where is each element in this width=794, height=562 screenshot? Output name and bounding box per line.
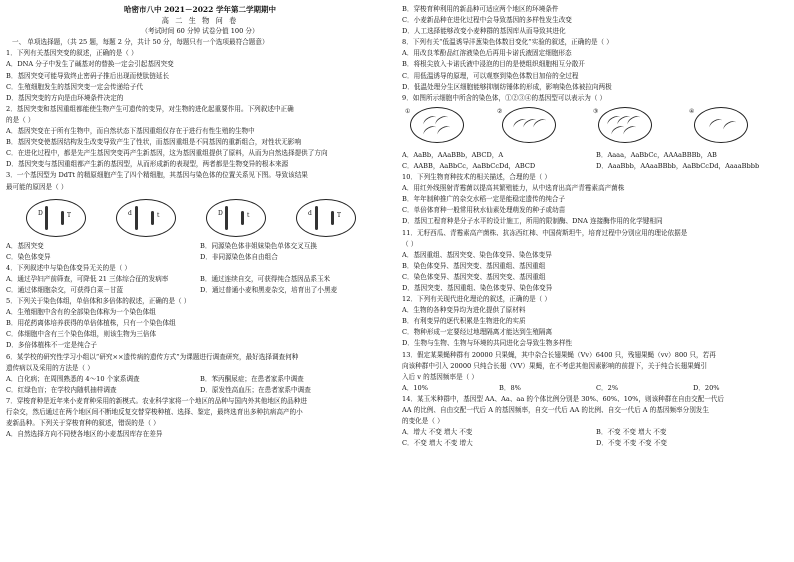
q13-stem-cont2: 入后 v 的基因频率是（ ） [402,372,478,381]
q12-option-c: C．物种形成一定要经过地理隔离才能达到生殖隔离 [402,328,553,337]
q11-option-a: A．基因重组、基因突变、染色体变异、染色体变异 [402,250,552,259]
q9-option-b: B．Aaaa，AaBbCc，AAAaBBBb，AB [596,150,717,159]
chromosome [708,117,724,131]
q8-option-a: A．用改良苯酚品红溶液染色后再用卡诺氏液固定细胞形态 [402,49,572,58]
chromosome [241,211,244,225]
q10-option-a: A．用红外线照射青霉菌以提高其繁殖能力，从中选育出高产青霉素高产菌株 [402,184,625,193]
q3-option-a: A．基因突变 [6,241,44,250]
chromosome [225,206,228,230]
q3-option-b: B．同源染色体非姐妹染色单体交叉互换 [200,241,317,250]
q12-option-a: A．生物的各种变异均为进化提供了原材料 [402,306,526,315]
q4-options-ab [6,274,394,285]
q3-stem: 3．一个基因型为 DdTt 的精原细胞产生了四个精细胞，其基因与染色体的位置关系见下图。导致该结果 [6,171,308,180]
q14-stem: 14．某玉米种群中，基因型 AA、Aa、aa 的个体比例分别是 30%、60%、10%，则该种群在自由交配一代后 [402,394,725,403]
q7-stem-cont: 行杂交，然后通过在两个地区间不断地反复交替穿梭种植、选择、鉴定，最终选育出多种抗病高产的小 [6,408,303,416]
q12-stem: 12．下列有关现代进化理论的叙述，正确的是（ ） [402,295,551,304]
q6-options-ab [6,374,394,385]
q1-option-b: B．基因突变可能导致终止密码子推后出现而使肽链延长 [6,71,170,80]
q1-option-d: D．基因突变的方向是由环境条件决定的 [6,93,124,102]
q3-stem-cont: 最可能的原因是（ ） [6,182,68,191]
q12-option-b: B．有利变异的逐代积累是生物进化的实质 [402,317,526,326]
chromosome [45,206,48,230]
q7-option-d: D．人工选择能够改变小麦种群的基因库从而导致其进化 [402,27,566,36]
sperm-cell-2 [116,199,176,237]
q11-option-d: D．基因突变、基因重组、染色体变异、染色体变异 [402,283,553,292]
chromosome [622,124,638,138]
q13-option-b: B．8% [499,383,521,392]
q5-option-c: C．体细胞中含有三个染色体组，则该生物为三倍体 [6,330,157,339]
q4-option-d: D．通过普通小麦和黑麦杂交，培育出了小黑麦 [200,285,338,294]
q6-option-c: C．红绿色盲；在学校内随机抽样调查 [6,385,117,394]
q9-cell-figure [402,105,790,149]
sperm-cell-1 [26,199,86,237]
q5-option-b: B．用花药离体培养获得的单倍体植株，只有一个染色体组 [6,319,176,328]
q7-option-a: A．自然选择方向不同使各地区的小麦基因库存在差异 [6,430,163,439]
exam-meta: （考试时间 60 分钟 试卷分值 100 分） [141,27,259,36]
q9-options-ab [402,150,790,161]
q14-options-cd [402,438,790,449]
q2-option-d: D．基因突变与基因重组都产生新的基因型，从而形成新的表现型，两者都是生物变异的根本来源 [6,160,289,169]
q2-option-b: B．基因突变使基因结构发生改变导致产生了性状，而基因重组是不同基因的重新组合，对性状无影响 [6,138,301,147]
q2-option-a: A．基因突变在于所有生物中，而自然状态下基因重组仅存在于进行有性生殖的生物中 [6,127,255,136]
cell-number: ① [405,107,411,115]
gene-label: d [128,209,132,217]
chromosome [722,119,738,133]
q10-stem: 10．下列生物育种技术的相关描述，合理的是（ ） [402,173,551,182]
q13-stem: 13．假定某果蝇种群有 20000 只果蝇，其中杂合长翅果蝇（Vv）6400 只，残翅果蝇（vv）800 只，若再 [402,350,716,359]
q7-option-c: C．小麦新品种在进化过程中会导致基因的多样性发生改变 [402,16,572,25]
gene-label: t [247,211,250,219]
q6-options-cd [6,385,394,396]
q13-option-d: D．20% [693,383,720,392]
q14-stem-cont: AA 的比例、自由交配一代后 A 的基因频率，自交一代后 AA 的比例、自交一代后 A 的基因频率分别发生 [402,406,709,414]
q4-stem: 4．下列叙述中与染色体变异无关的是（ ） [6,263,131,272]
q9-option-a: A．AaBb，AAaBBb，ABCD，A [402,150,504,159]
q9-options-cd [402,161,790,172]
cell-1 [405,107,464,143]
q6-stem: 6．某学校的研究性学习小组以“研究××遗传病的遗传方式”为课题进行调查研究，最好选择调查何种 [6,352,299,361]
q6-option-b: B．苯丙酮尿症；在患者家系中调查 [200,374,304,383]
q7-stem-cont2: 麦新品种。下列关于穿梭育种的叙述，错误的是（ ） [6,419,160,428]
q8-stem: 8．下列有关“低温诱导洋葱染色体数目变化”实验的叙述，正确的是（ ） [402,38,613,47]
q2-option-c: C．在进化过程中，都是先产生基因突变再产生新基因，这为基因重组提供了原料，从而为自然选择提供了方向 [6,149,328,158]
cell-number: ② [497,107,503,115]
q14-options-ab [402,427,790,438]
q3-options-ab [6,241,394,252]
section-heading: 一、 单项选择题，（共 25 题，每题 2 分，共计 50 分，每题只有一个选项最符合题意） [12,38,269,47]
q13-options [402,383,790,394]
q2-stem-cont: 的是（ ） [6,115,35,124]
cell-2 [497,107,556,143]
q13-stem-cont: 向该种群中引入 20000 只纯合长翅（VV）果蝇，在不考虑其他因素影响的前提下，关于纯合长翅果蝇引 [402,361,708,370]
q14-option-c: C．不变 增大 不变 增大 [402,439,473,448]
q4-option-c: C．通过体细胞杂交，可获得白菜－甘蓝 [6,285,124,294]
q8-option-d: D．低温处理分生区细胞能够抑制纺锤体的形成，影响染色体被拉向两极 [402,82,612,91]
q11-option-c: C．染色体变异、基因突变、基因突变、基因重组 [402,272,546,281]
chromosome [61,211,64,225]
q12-option-d: D．生物与生物、生物与环境的共同进化会导致生物多样性 [402,339,573,348]
q4-options-cd [6,285,394,296]
q10-option-d: D．基因工程育种是分子水平的设计施工，所用的限制酶、DNA 连接酶作用的化学键相同 [402,217,663,226]
gene-label: T [67,211,72,219]
q7-stem: 7．穿梭育种是近年来小麦育种采用的新模式。农业科学家将一个地区的品种与国内外其他地区的品种进 [6,396,307,405]
q11-stem: 11．无籽西瓜、青霉素高产菌株、抗冻西红柿、中国荷斯坦牛，培育过程中分别应用的理论依据是 [402,228,688,237]
q9-option-c: C．AABB，AaBbCc，AaBbCcDd，ABCD [402,161,536,170]
q1-stem: 1．下列有关基因突变的叙述，正确的是（ ） [6,49,138,58]
q1-option-a: A．DNA 分子中发生了碱基对的替换一定会引起基因突变 [6,60,174,69]
q2-stem: 2．基因突变和基因重组都能使生物产生可遗传的变异，对生物的进化起重要作用。下列叙述中正确 [6,104,294,113]
q3-option-c: C．染色体变异 [6,252,51,261]
q3-cell-figure [6,195,394,239]
gene-label: T [337,211,342,219]
gene-label: d [308,209,312,217]
cell-number: ③ [593,107,599,115]
gene-label: D [38,209,43,217]
q14-option-a: A．增大 不变 增大 不变 [402,428,473,437]
q9-option-d: D．AaaBbb，AAaaBBbb，AaBbCcDd，AaaaBbbb [596,161,760,170]
q8-option-c: C．用低温诱导的原理，可以观察到染色体数目加倍的全过程 [402,71,579,80]
q4-option-a: A．通过孕妇产前筛查，可降低 21 三体综合征的发病率 [6,274,169,283]
q6-option-a: A．白化病；在周围熟悉的 4～10 个家系调查 [6,374,140,383]
q8-option-b: B．将根尖放入卡诺氏液中浸泡的目的是使组织细胞相互分散开 [402,60,585,69]
q9-stem: 9．如图所示细胞中所含的染色体，①②③④的基因型可以表示为（ ） [402,93,607,102]
gene-label: D [218,209,223,217]
q6-option-d: D．原发性高血压；在患者家系中调查 [200,385,311,394]
q1-option-c: C．生殖细胞发生的基因突变一定会传递给子代 [6,82,143,91]
cell-number: ④ [689,107,695,115]
school-header: 哈密市八中 2021－2022 学年第二学期期中 [124,5,276,14]
chromosome [315,206,318,230]
cell-4 [689,107,748,143]
cell-3 [593,107,652,143]
q11-stem-cont: （ ） [402,239,418,248]
q14-option-d: D．不变 不变 不变 不变 [596,439,667,448]
q5-option-a: A．生殖细胞中含有的全部染色体称为一个染色体组 [6,308,156,317]
q14-stem-cont2: 的变化是（ ） [402,417,444,426]
sperm-cell-4 [296,199,356,237]
sperm-cell-3 [206,199,266,237]
chromosome [151,211,154,225]
q11-option-b: B．染色体变异、基因突变、基因重组、基因重组 [402,261,546,270]
paper-title: 高 二 生 物 问 卷 [161,16,239,26]
right-column [402,4,790,449]
q3-options-cd [6,252,394,263]
q10-option-b: B．年年制种推广的杂交水稻一定是能稳定遗传的纯合子 [402,195,566,204]
q13-option-a: A．10% [402,383,429,392]
chromosome [331,211,334,225]
q3-option-d: D．非同源染色体自由组合 [200,252,278,261]
q14-option-b: B．不变 不变 增大 不变 [596,428,667,437]
gene-label: t [157,211,160,219]
chromosome [135,206,138,230]
q5-option-d: D．多倍体植株不一定是纯合子 [6,341,98,350]
left-column [6,4,394,440]
q4-option-b: B．通过连续自交，可获得纯合基因品系玉米 [200,274,331,283]
q5-stem: 5．下列关于染色体组，单倍体和多倍体的叙述，正确的是（ ） [6,297,191,306]
q6-stem-cont: 遗传病以及采用的方法是（ ） [6,363,94,372]
q7-option-b: B．穿梭育种利用的新品种可适应两个地区的环境条件 [402,5,559,13]
q10-option-c: C．单倍体育种一般常用秋水仙素处理萌发的种子或幼苗 [402,206,566,215]
q13-option-c: C．2% [596,383,619,392]
